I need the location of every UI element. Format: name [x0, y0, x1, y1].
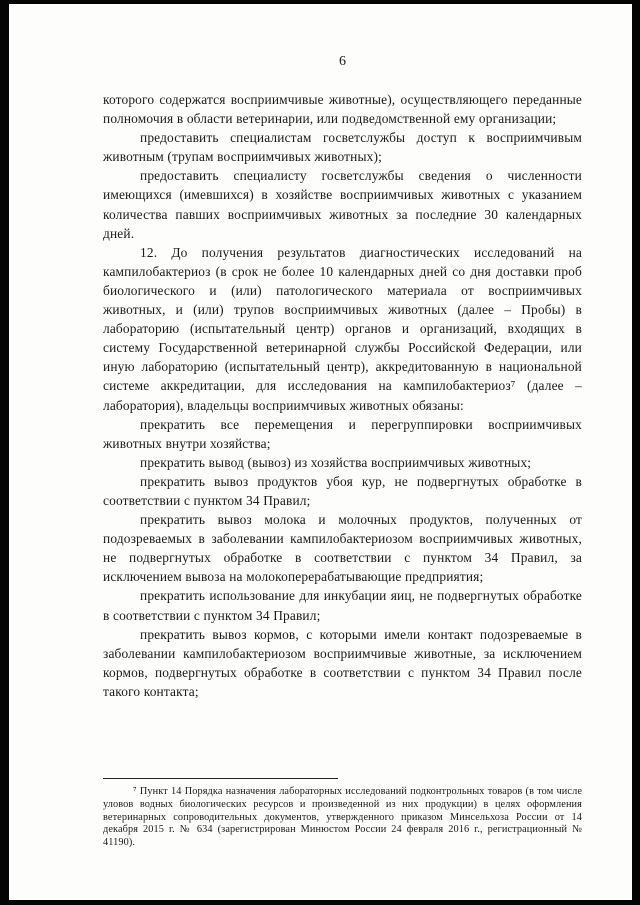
footnote-area — [103, 778, 582, 850]
paragraph: прекратить вывод (вывоз) из хозяйства восприимчивых животных; — [140, 454, 532, 470]
document-body — [103, 90, 582, 701]
paragraph: прекратить использование для инкубации яиц, не подвергнутых обработке в соответствии с пунктом 34 Правил; — [103, 588, 582, 623]
paragraph: которого содержатся восприимчивые животные), осуществляющего переданные полномочия в области ветеринарии, или подведомственной ему организации; — [103, 92, 582, 127]
paragraph: прекратить вывоз кормов, с которыми имели контакт подозреваемые в заболевании кампилобактериозом восприимчивые животные, за исключением кормов, подвергнутых обработке в соответствии с пунктом 34 Правил после такого контакта; — [103, 626, 582, 699]
paragraph: прекратить вывоз молока и молочных продуктов, полученных от подозреваемых в заболевании кампилобактериозом восприимчивых животных, не подвергнутых обработке в соответствии с пунктом 34 Правил, за исключением вывоза на молокоперерабатывающие предприятия; — [103, 512, 582, 585]
paragraph: 12. До получения результатов диагностических исследований на кампилобактериоз (в срок не более 10 календарных дней со дня доставки проб биологического и (или) патологического материала от восприимчивых животных, и (или) трупов восприимчивых животных (далее – Пробы) в лабораторию (испытательный центр) органов и организаций, входящих в систему Государственной ветеринарной службы Российской Федерации, или иную лабораторию (испытательный центр), аккредитованную в национальной системе аккредитации, для исследования на кампилобактериоз⁷ (далее – лаборатория), владельцы восприимчивых животных обязаны: — [103, 244, 582, 413]
page-content — [103, 53, 582, 701]
page-number: 6 — [339, 54, 346, 69]
paragraph: прекратить все перемещения и перегруппировки восприимчивых животных внутри хозяйства; — [103, 416, 582, 451]
paragraph: предоставить специалистам госветслужбы доступ к восприимчивым животным (трупам восприимчивых животных); — [103, 130, 582, 165]
footnote: ⁷ Пункт 14 Порядка назначения лабораторных исследований подконтрольных товаров (в том числе уловов водных биологических ресурсов и произведенной из них продукции) в целях оформления ветеринарных сопроводительных документов, утвержденного приказом Минсельхоза России от 14 декабря 2015 г. № 634 (зарегистрирован Минюстом России 24 февраля 2016 г., регистрационный № 41190). — [103, 786, 582, 849]
paragraph: предоставить специалисту госветслужбы сведения о численности имеющихся (имевшихся) в хозяйстве восприимчивых животных с указанием количества павших восприимчивых животных за последние 30 календарных дней. — [103, 168, 582, 241]
footnote-separator — [103, 778, 338, 779]
paragraph: прекратить вывоз продуктов убоя кур, не подвергнутых обработке в соответствии с пунктом 34 Правил; — [103, 473, 582, 508]
